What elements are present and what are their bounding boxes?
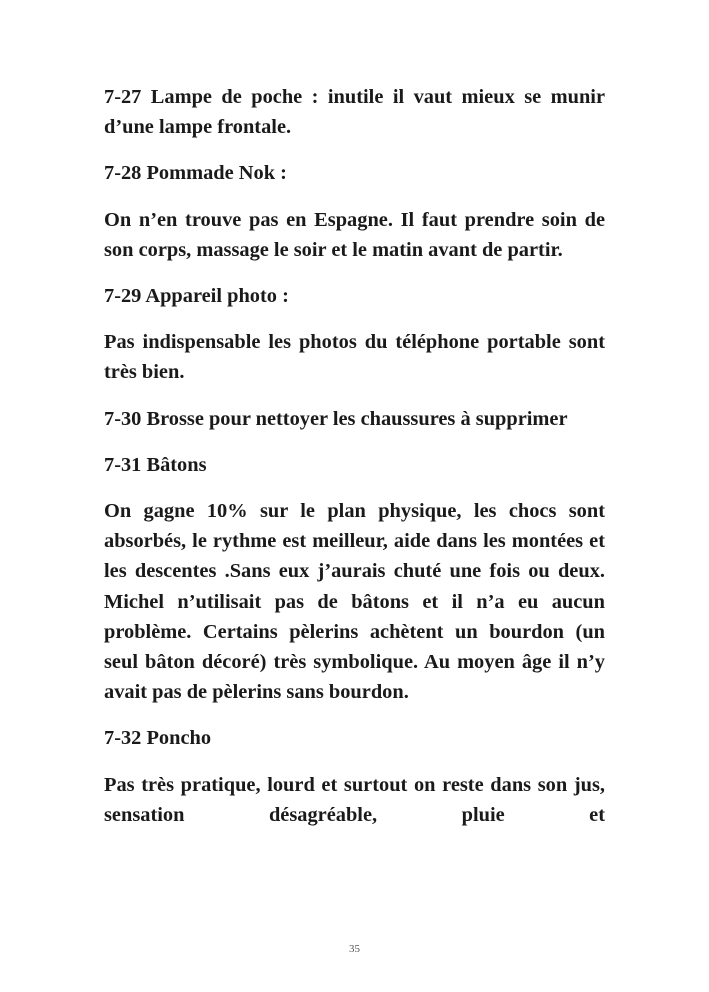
- page-number: 35: [349, 943, 360, 955]
- item-7-27-paragraph: 7-27 Lampe de poche : inutile il vaut mieux se munir d’une lampe frontale.: [104, 86, 605, 139]
- item-7-28-heading: 7-28 Pommade Nok :: [104, 162, 287, 185]
- item-7-32-paragraph: Pas très pratique, lourd et surtout on reste dans son jus, sensation désagréable, pluie et: [104, 773, 605, 826]
- item-7-31-heading: 7-31 Bâtons: [104, 453, 207, 476]
- item-7-29-paragraph: Pas indispensable les photos du téléphone portable sont très bien.: [104, 331, 605, 384]
- item-7-30-paragraph: 7-30 Brosse pour nettoyer les chaussures à supprimer: [104, 407, 568, 430]
- page-body: [104, 82, 605, 846]
- item-7-32-heading: 7-32 Poncho: [104, 727, 212, 750]
- item-7-28-paragraph: On n’en trouve pas en Espagne. Il faut prendre soin de son corps, massage le soir et le matin avant de partir.: [104, 208, 605, 261]
- item-7-31-paragraph: On gagne 10% sur le plan physique, les chocs sont absorbés, le rythme est meilleur, aide dans les montées et les descentes .Sans eux j’aurais chuté une fois ou deux. Michel n’utilisait pas de bâtons et il n’a eu aucun problème. Certains pèlerins achètent un bourdon (un seul bâton décoré) très symbolique. Au moyen âge il n’y avait pas de pèlerins sans bourdon.: [104, 500, 605, 704]
- item-7-29-heading: 7-29 Appareil photo :: [104, 285, 289, 308]
